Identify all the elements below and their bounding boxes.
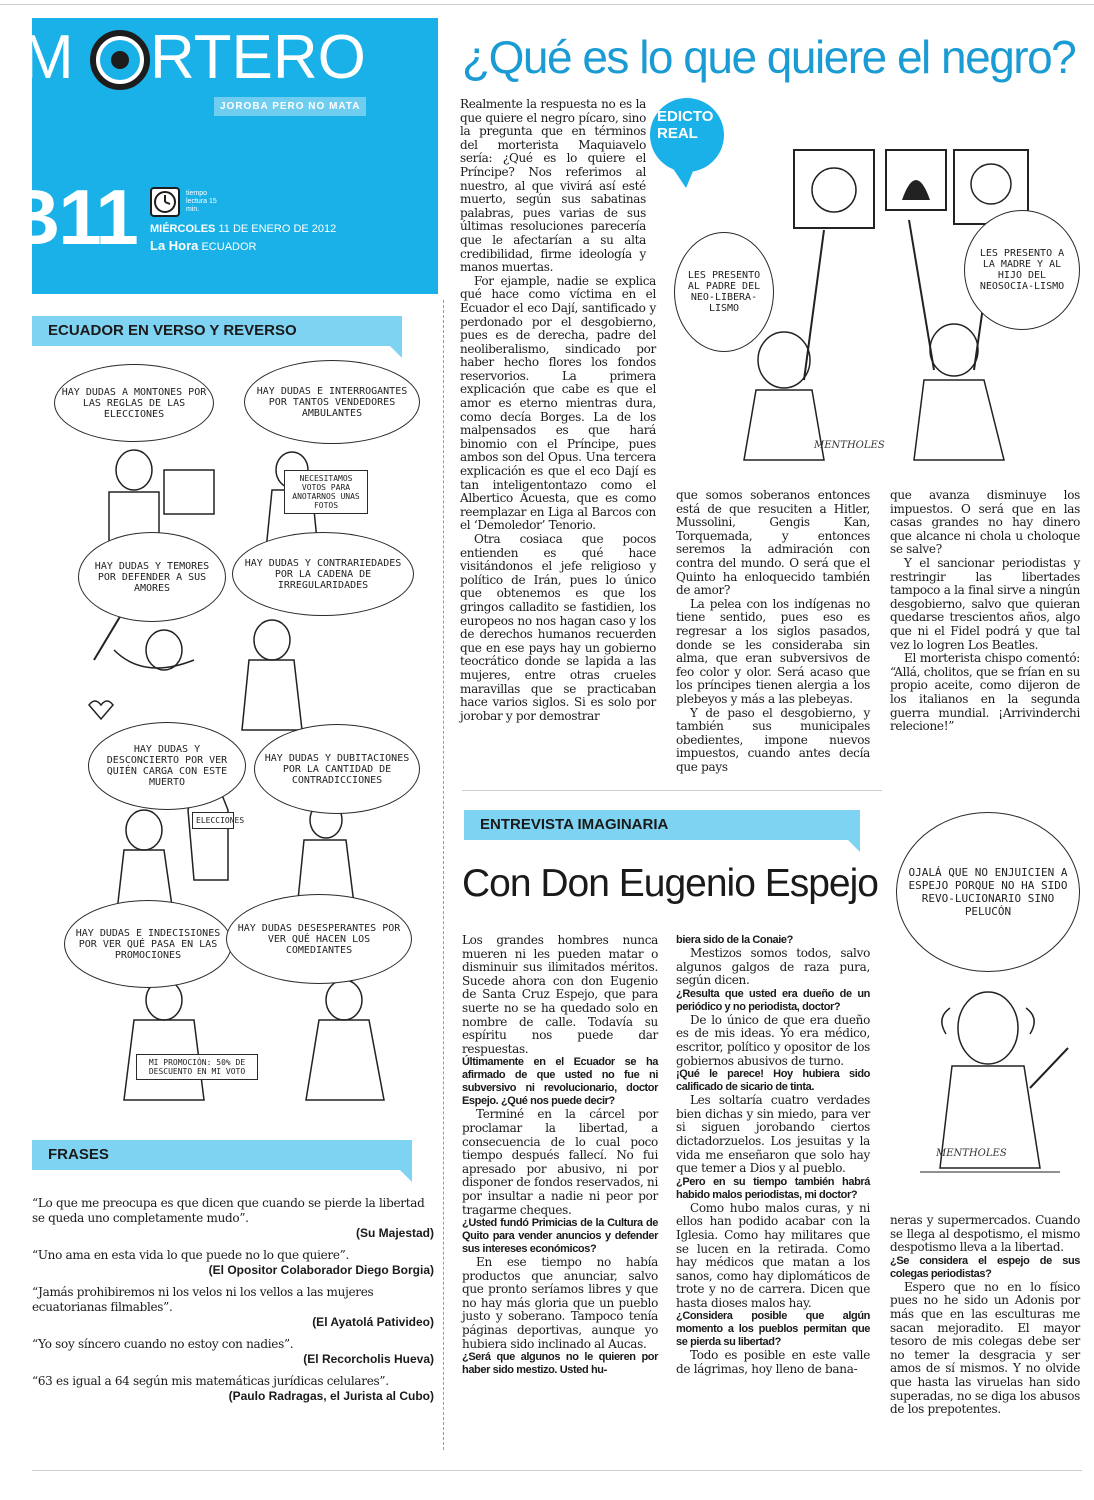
interview-answer: Espero que no en lo físico pues no he sido un Adonis por más que en las esculturas me sacan mejoradito. El mayor tesoro de mis colegas debe ser no temer la desgracia y ser amos de sí mismos. Y no olvide que hasta las viruelas han sido superadas, no se diga los abusos de los prepotentes.: [890, 1279, 1080, 1417]
interview-answer: Los grandes hombres nunca mueren ni les pueden matar o disminuir sus ilimitados méritos. Sucede ahora con don Eugenio de Santa Cruz Espejo, que para suerte no se ha quedado solo en nombre de calle. Todavía su espíritu nos puede dar respuestas.: [462, 933, 658, 1056]
comic-speech-bubble: HAY DUDAS DESESPERANTES POR VER QUÉ HACEN LOS COMEDIANTES: [226, 894, 412, 984]
main-paragraph: Y de paso el desgobierno, y también sus municipales obedientes, impone nuevos impuestos, cuando antes decía que pays: [676, 705, 870, 774]
promotion-sign: MI PROMOCIÓN: 50% DE DESCUENTO EN MI VOTO: [136, 1054, 258, 1080]
main-cartoon: [674, 140, 1084, 470]
interview-col2: [676, 934, 870, 1377]
banner-tail: [390, 346, 402, 358]
comic-speech-bubble: HAY DUDAS A MONTONES POR LAS REGLAS DE LAS ELECCIONES: [54, 364, 214, 442]
frase-item: [32, 1196, 434, 1240]
interview-question: Últimamente en el Ecuador se ha afirmado de que usted no fue ni subversivo ni revolucionario, doctor Espejo. ¿Qué nos puede decir?: [462, 1056, 658, 1108]
banner-tail: [400, 1170, 412, 1182]
interview-question: ¿Usted fundó Primicias de la Cultura de Quito para vender anuncios y defender sus intereses económicos?: [462, 1217, 658, 1256]
interview-col3: [890, 1214, 1080, 1417]
main-paragraph: Otra cosiaca que pocos entienden es qué hace visitándonos el jefe religioso y político de Irán, pues lo único que obtenemos es que los gringos calladito se fastidien, los europeos no nos hagan caso y los de derechos humanos recuerden que en ese pays hay un gobierno teocrático donde se lapida a las mujeres, entre otras crueles maravillas que se practicaban hace varios siglos. Si es solo por jorobar y por demostrar: [460, 532, 656, 723]
main-paragraph: que avanza disminuye los impuestos. O será que en las casas grandes no hay dinero que alcance ni chola u choloque se salve?: [890, 488, 1080, 557]
frase-author: (Su Majestad): [355, 1226, 434, 1240]
interview-cartoon: [890, 808, 1086, 1188]
cartoon-speech-bubble: LES PRESENTO AL PADRE DEL NEO-LIBERA-LISMO: [674, 232, 774, 352]
interview-question: ¿Considera posible que algún momento a los pueblos permitan que se pierda su libertad?: [676, 1310, 870, 1349]
reading-time-note: tiempo lectura 15 min.: [186, 190, 217, 213]
banner-tail: [848, 840, 860, 852]
interview-answer: Mestizos somos todos, salvo algunos galgos de raza pura, según dicen.: [676, 946, 870, 988]
interview-question: ¡Qué le parece! Hoy hubiera sido calificado de sicario de tinta.: [676, 1068, 870, 1094]
main-paragraph: For ejample, nadie se explica qué hace como víctima en el Ecuador el eco Dají, santificado y perdonado por el desgobierno, pues es de derecha, padre del neoliberalismo, sindicado por haber hecho flores los fondos reservorios. La primera explicación que cabe es que el amor es eterno mientras dura, como decía Borges. La de los malpensados es que hará binomio con el Príncipe, pues ambos son del Opus. Una tercera explicación es que el eco Dají es tan inteligentontazo como el Albertico Acuesta, que es como reemplazar en Liga al Barcos con el ‘Demoledor’ Tenorio.: [460, 273, 656, 533]
interview-answer: Terminé en la cárcel por proclamar la libertad, a consecuencia de lo cual poco tiempo después fallecí. No fui apresado por abusivo, ni por disponer de fondos reservados, ni por insultar a nadie ni peor por tragarme cheques.: [462, 1107, 658, 1217]
logo-visible-text: [22, 22, 366, 93]
column-divider: [443, 300, 444, 1450]
interview-col1: [462, 934, 658, 1377]
edict-badge-label: EDICTO REAL: [657, 108, 714, 142]
clock-icon: [150, 187, 180, 217]
logo-eye-pupil: [111, 51, 129, 69]
interview-answer: neras y supermercados. Cuando se llega al despotismo, el mismo despotismo lleva a la libertad.: [890, 1213, 1080, 1255]
main-headline: ¿Qué es lo que quiere el negro?: [462, 31, 1076, 83]
interview-answer: De lo único de que era dueño es de mis ideas. Yo era médico, escritor, político y opositor de los gobiernos abusivos de turno.: [676, 1012, 870, 1068]
main-paragraph: Y el sancionar periodistas y restringir las libertades tampoco a la final sirve a ningún desgobierno, salvo que quieran quedarse trescientos años, algo que ni el Fidel podrá y que tal vez lo logren Los Beatles.: [890, 555, 1080, 652]
interview-question: ¿Pero en su tiempo también habrá habido malos periodistas, mi doctor?: [676, 1175, 870, 1201]
top-rule: [0, 4, 1094, 5]
main-article-col1: [460, 98, 656, 723]
frase-item: [32, 1285, 434, 1329]
publication-country: ECUADOR: [201, 241, 257, 253]
main-paragraph: El morterista chispo comentó: “Allá, cholitos, que se frían en su propio aceite, como dijeron de los italianos en la segunda guerra mundial. ¡Arrivinderchi relecione!”: [890, 651, 1080, 734]
comic-speech-bubble: HAY DUDAS E INTERROGANTES POR TANTOS VENDEDORES AMBULANTES: [244, 360, 420, 444]
interview-answer: Como hubo malos curas, y ni ellos han podido acabar con la Iglesia. Como hay militares que se lucen en la retirada. Como hay médicos que matan a los sanos, como hay diplomáticos de trote y no de carrera. Dicen que hasta dioses malos hay.: [676, 1200, 870, 1310]
section-banner: ECUADOR EN VERSO Y REVERSO: [32, 316, 402, 346]
bottom-rule: [32, 1470, 1082, 1471]
logo-letter-m: M: [22, 23, 74, 92]
interview-question: ¿Se considera el espejo de sus colegas periodistas?: [890, 1254, 1080, 1280]
frase-item: [32, 1374, 434, 1403]
comic-speech-bubble: HAY DUDAS Y CONTRARIEDADES POR LA CADENA DE IRREGULARIDADES: [232, 532, 414, 616]
cartoon-speech-bubble: OJALÁ QUE NO ENJUICIEN A ESPEJO PORQUE NO HA SIDO REVO-LUCIONARIO SINO PELUCÓN: [896, 812, 1080, 972]
frase-author: (El Opositor Colaborador Diego Borgia): [208, 1263, 434, 1277]
section-code: B11: [4, 173, 137, 261]
publication-name: La Hora: [150, 238, 199, 253]
main-article-col2: [676, 489, 870, 774]
verse-comic-strip: [44, 360, 436, 1130]
issue-date: [150, 223, 336, 235]
interview-question: ¿Será que algunos no le quieren por haber sido mestizo. Usted hu-: [462, 1351, 658, 1377]
coffin-sign: ELECCIONES: [192, 812, 234, 829]
frase-author: (Paulo Radragas, el Jurista al Cubo): [228, 1389, 434, 1403]
frases-list: [32, 1196, 434, 1403]
cartoon-speech-bubble: LES PRESENTO A LA MADRE Y AL HIJO DEL NEOSOCIA-LISMO: [964, 210, 1080, 330]
interview-answer: Todo es posible en este valle de lágrimas, hoy lleno de bana-: [676, 1348, 870, 1377]
interview-answer: Les soltaría cuatro verdades bien dichas y sin miedo, para ver si siguen jorobando ciertos dictadorzuelos. Los jesuitas y la vida me enseñaron que solo hay que temer a Dios y al pueblo.: [676, 1093, 870, 1176]
frase-quote: “Yo soy síncero cuando no estoy con nadies”.: [32, 1337, 294, 1351]
section-rule: [462, 790, 882, 791]
frase-quote: “63 es igual a 64 según mis matemáticas jurídicas celulares”.: [32, 1374, 389, 1388]
interview-headline: Con Don Eugenio Espejo: [462, 862, 878, 905]
logo-letters-rest: RTERO: [150, 23, 366, 92]
cartoonist-signature: MENTHOLES: [814, 440, 885, 451]
interview-question: ¿Resulta que usted era dueño de un periódico y no periodista, doctor?: [676, 987, 870, 1013]
section-banner: FRASES: [32, 1140, 412, 1170]
comic-speech-bubble: HAY DUDAS Y DUBITACIONES POR LA CANTIDAD DE CONTRADICCIONES: [254, 724, 420, 814]
issue-weekday: MIÉRCOLES: [150, 223, 216, 235]
frase-quote: “Lo que me preocupa es que dicen que cuando se pierde la libertad se queda uno completamente mudo”.: [32, 1196, 425, 1225]
section-banner: ENTREVISTA IMAGINARIA: [464, 810, 860, 840]
frase-item: [32, 1337, 434, 1366]
comic-speech-bubble: HAY DUDAS Y DESCONCIERTO POR VER QUIÉN CARGA CON ESTE MUERTO: [88, 722, 246, 810]
frase-author: (El Ayatolá Pativideo): [312, 1315, 434, 1329]
interview-question: biera sido de la Conaie?: [676, 934, 793, 946]
publication-brand: [150, 238, 256, 253]
main-paragraph: La pelea con los indígenas no tiene sentido, pues eso es regresar a los siglos pasados, donde se les consideraba sin alma, que eran subversivos de feo color y olor. Será acaso que los príncipes tienen alergia a los plebeyos y más a las plebeyas.: [676, 596, 870, 706]
main-paragraph: Realmente la respuesta no es la que quiere el negro pícaro, sino la pregunta que en términos del morterista Maquiavelo sería: ¿Qué es lo quiere el Príncipe? Nos referimos al nuestro, al que vivirá así esté muerto, según sus sabatinas palabras, pues varias de sus últimas resoluciones parecería que le afectarían a su alta credibilidad, firme ideología y manos muertas.: [460, 97, 646, 275]
clock-icon-svg: [152, 189, 178, 215]
protest-sign: NECESITAMOS VOTOS PARA ANOTARNOS UNAS FOTOS: [284, 470, 368, 514]
masthead-tagline: JOROBA PERO NO MATA: [214, 97, 366, 116]
frase-item: [32, 1248, 434, 1277]
cartoonist-signature: MENTHOLES: [936, 1148, 1007, 1159]
issue-date-text: 11 DE ENERO DE 2012: [218, 223, 337, 235]
frase-author: (El Recorcholis Hueva): [303, 1352, 434, 1366]
main-article-col3: [890, 489, 1080, 734]
comic-speech-bubble: HAY DUDAS E INDECISIONES POR VER QUÉ PASA EN LAS PROMOCIONES: [64, 900, 232, 988]
comic-speech-bubble: HAY DUDAS Y TEMORES POR DEFENDER A SUS AMORES: [78, 532, 226, 622]
frase-quote: “Jamás prohibiremos ni los velos ni los vellos a las mujeres ecuatorianas filmables”.: [32, 1285, 374, 1314]
frase-quote: “Uno ama en esta vida lo que puede no lo que quiere”.: [32, 1248, 350, 1262]
main-paragraph: que somos soberanos entonces está de que resuciten a Hitler, Mussolini, Gengis Kan, Torquemada, y entonces seremos la admiración con contra del mundo. O será que el Quinto ha enloquecido también de amor?: [676, 488, 870, 598]
interview-answer: En ese tiempo no había productos que anunciar, salvo que pronto seríamos libres y que no hay más gloria que un pueblo justo y soberano. Tampoco tenía páginas deportivas, aunque yo hubiera sido inclinado al Aucas.: [462, 1255, 658, 1351]
